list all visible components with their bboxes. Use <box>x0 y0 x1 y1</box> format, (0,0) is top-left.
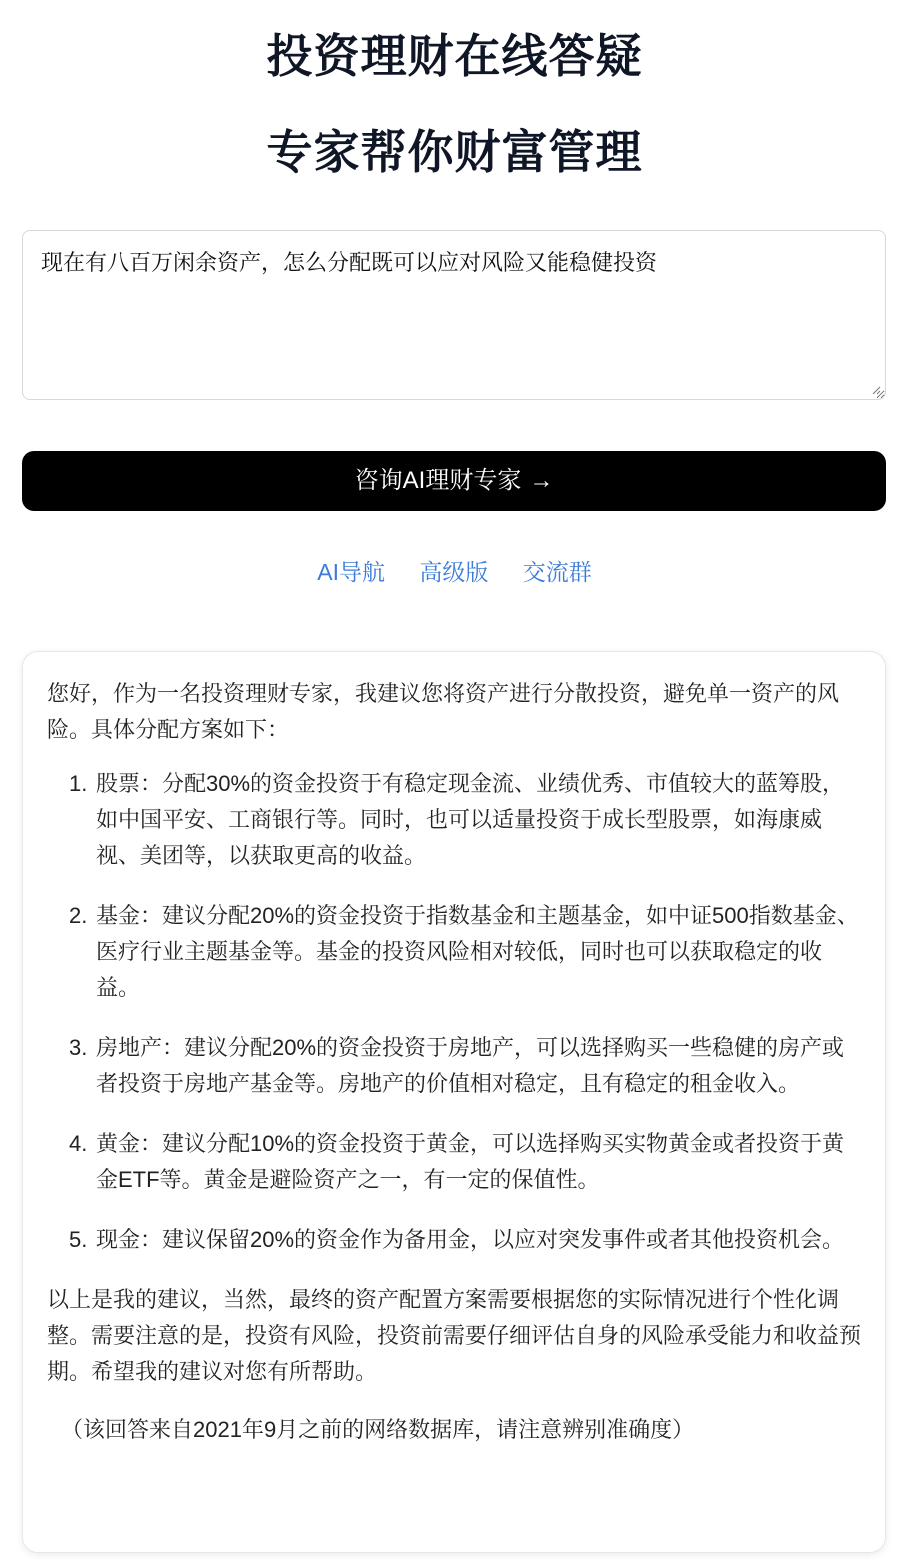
resize-handle-icon[interactable] <box>871 385 881 395</box>
list-item-number: 4. <box>69 1131 88 1156</box>
consult-ai-button-label: 咨询AI理财专家 <box>354 467 522 494</box>
list-item <box>47 1030 861 1102</box>
consult-ai-button[interactable] <box>22 451 886 511</box>
arrow-right-icon: → <box>529 467 554 494</box>
question-text: 现在有八百万闲余资产，怎么分配既可以应对风险又能稳健投资 <box>41 250 658 275</box>
disclaimer-note: （该回答来自2021年9月之前的网络数据库，请注意辨别准确度） <box>61 1417 695 1442</box>
list-item-number: 2. <box>69 903 88 928</box>
list-item <box>47 1126 861 1198</box>
allocation-list <box>47 766 861 1258</box>
list-item-text: 现金：建议保留20%的资金作为备用金，以应对突发事件或者其他投资机会。 <box>96 1227 845 1252</box>
list-item-text: 基金：建议分配20%的资金投资于指数基金和主题基金，如中证500指数基金、医疗行业主题基金等。基金的投资风险相对较低，同时也可以获取稳定的收益。 <box>96 903 859 1000</box>
list-item <box>47 898 861 1006</box>
question-textarea[interactable] <box>22 230 886 400</box>
ai-nav-link[interactable]: AI导航 <box>317 559 385 585</box>
list-item-number: 1. <box>69 771 88 796</box>
page-subtitle: 专家帮你财富管理 <box>266 126 643 178</box>
answer-closing: 以上是我的建议，当然，最终的资产配置方案需要根据您的实际情况进行个性化调整。需要注意的是，投资有风险，投资前需要仔细评估自身的风险承受能力和收益预期。希望我的建议对您有所帮助。 <box>47 1287 862 1384</box>
answer-intro: 您好，作为一名投资理财专家，我建议您将资产进行分散投资，避免单一资产的风险。具体分配方案如下： <box>47 681 840 742</box>
answer-card <box>22 651 886 1553</box>
list-item-number: 3. <box>69 1035 88 1060</box>
list-item-number: 5. <box>69 1227 88 1252</box>
list-item <box>47 1222 861 1258</box>
page-title: 投资理财在线答疑 <box>266 30 643 82</box>
list-item-text: 黄金：建议分配10%的资金投资于黄金，可以选择购买实物黄金或者投资于黄金ETF等。黄金是避险资产之一，有一定的保值性。 <box>96 1131 845 1192</box>
community-link[interactable]: 交流群 <box>522 559 592 585</box>
premium-link[interactable]: 高级版 <box>419 559 489 585</box>
list-item <box>47 766 861 874</box>
list-item-text: 房地产：建议分配20%的资金投资于房地产，可以选择购买一些稳健的房产或者投资于房地产基金等。房地产的价值相对稳定，且有稳定的租金收入。 <box>96 1035 845 1096</box>
nav-links <box>0 555 909 589</box>
list-item-text: 股票：分配30%的资金投资于有稳定现金流、业绩优秀、市值较大的蓝筹股，如中国平安、工商银行等。同时，也可以适量投资于成长型股票，如海康威视、美团等，以获取更高的收益。 <box>96 771 845 868</box>
